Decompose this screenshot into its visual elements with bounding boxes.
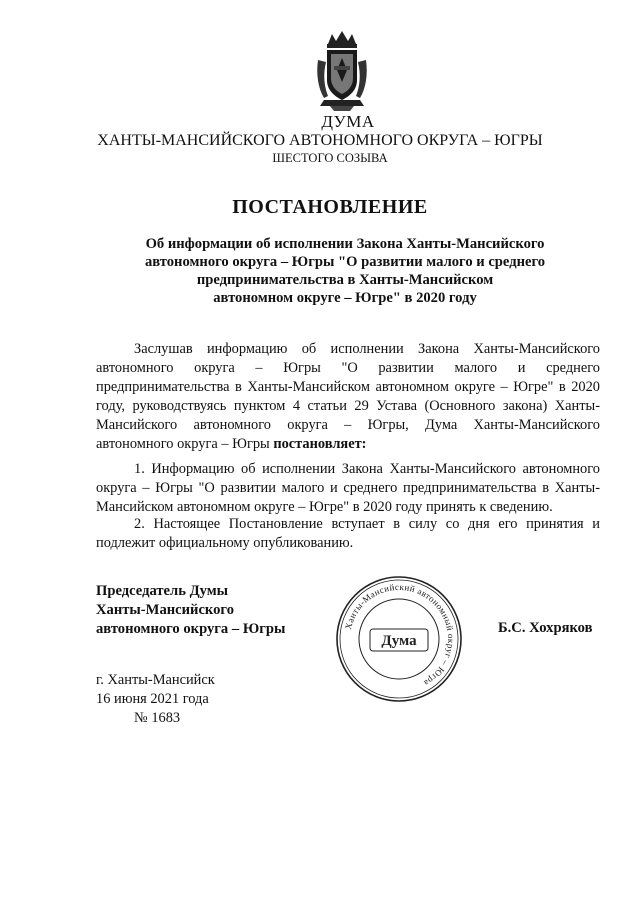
organization-name: ДУМА [321,112,375,131]
convocation-label: ШЕСТОГО СОЗЫВА [272,151,388,165]
signatory-title-line: Председатель Думы [96,583,229,599]
place-date-number [96,671,215,728]
resolves-word: постановляет: [273,436,367,452]
subject-line: Об информации об исполнении Закона Ханты-Мансийского [145,236,545,252]
subject-line: автономного округа – Югры "О развитии малого и среднего [144,254,546,270]
date: 16 июня 2021 года [96,691,209,707]
signatory-title-line: Ханты-Мансийского [96,602,234,618]
signatory-title-line: автономного округа – Югры [96,621,286,637]
resolution-item-2: 2. Настоящее Постановление вступает в силу со дня его принятия и подлежит официальному опубликованию. [96,516,600,551]
resolution-item-1: 1. Информацию об исполнении Закона Ханты-Мансийского автономного округа – Югры "О развитии малого и среднего предпринимательства в Ханты-Мансийском автономном округе – Югре" в 2020 году принять к сведению. [96,461,600,515]
document-number: № 1683 [134,710,181,726]
signatory-title [96,582,285,639]
seal-center-text: Дума [381,633,417,649]
region-name: ХАНТЫ-МАНСИЙСКОГО АВТОНОМНОГО ОКРУГА – ЮГРЫ [97,132,543,149]
intro-paragraph [96,340,600,454]
official-seal-stamp [334,574,464,704]
seal-ring-text: Ханты-Мансийский автономный округ – Югра [343,581,457,689]
intro-text: Заслушав информацию об исполнении Закона Ханты-Мансийского автономного округа – Югры "О развитии малого и среднего предпринимательства в Ханты-Мансийском автономном округе – Югре" в 2020 году, руководствуясь пунктом 4 статьи 29 Устава (Основного закона) Ханты-Мансийского автономного округа – Югры, Дума Ханты-Мансийского автономного округа – Югры [96,341,600,452]
document-type-title: ПОСТАНОВЛЕНИЕ [232,196,428,218]
subject-line: предпринимательства в Ханты-Мансийском [196,272,494,288]
city: г. Ханты-Мансийск [96,672,215,688]
coat-of-arms-emblem [314,30,370,112]
signatory-name: Б.С. Хохряков [498,620,593,636]
subject-line: автономном округе – Югре" в 2020 году [213,290,477,306]
document-subject [120,235,570,307]
